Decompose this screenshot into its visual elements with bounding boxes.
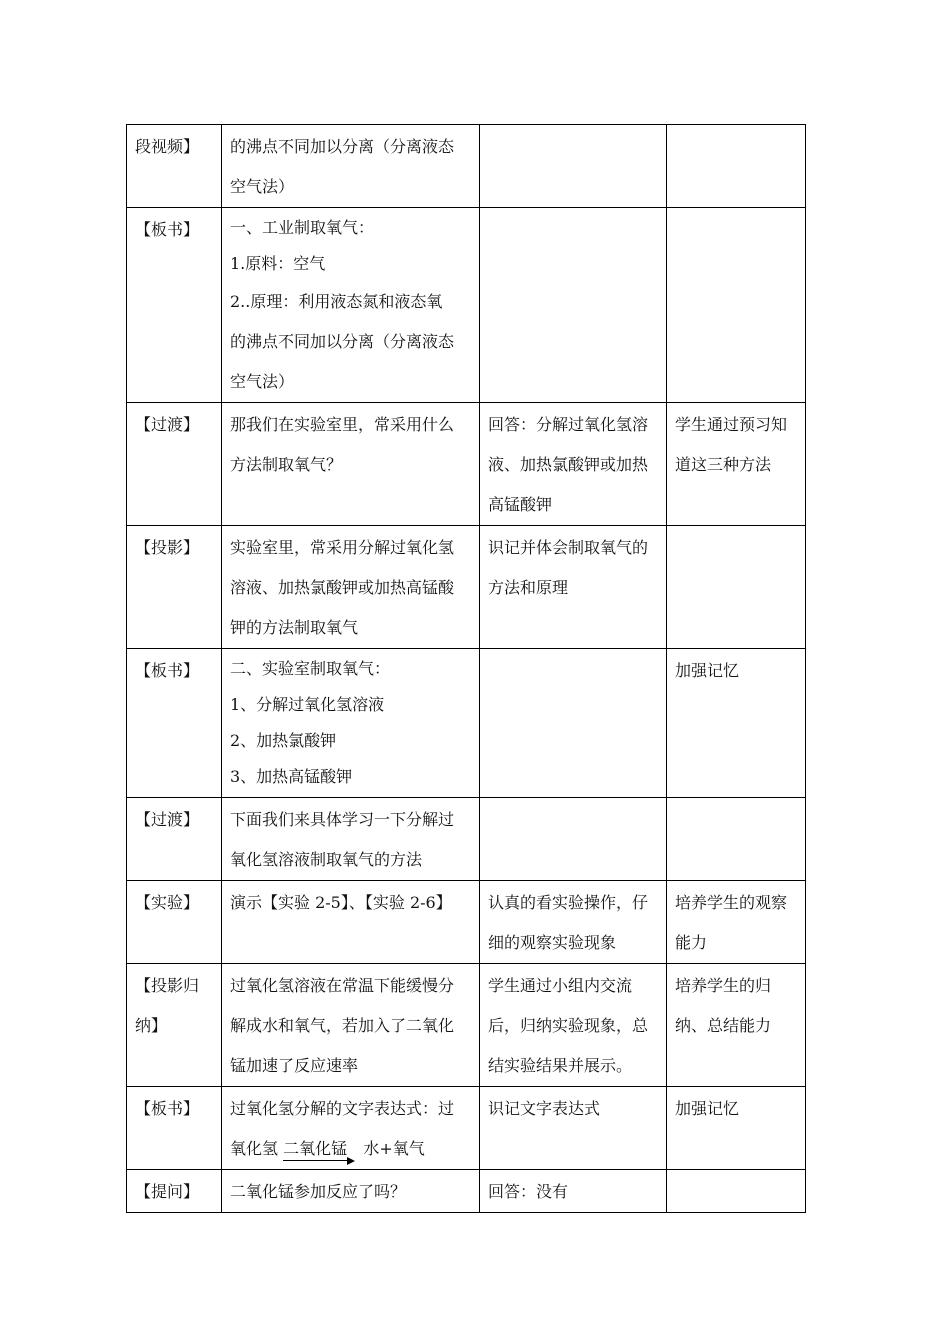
step-label: 【投影】 bbox=[135, 538, 200, 557]
teacher-text-line: 二、实验室制取氧气： bbox=[230, 659, 391, 678]
intent-text-line: 纳、总结能力 bbox=[675, 1016, 772, 1035]
table-row bbox=[127, 964, 806, 1087]
step-label: 段视频】 bbox=[135, 137, 200, 156]
teacher-text-line: 过氧化氢分解的文字表达式：过 bbox=[230, 1099, 455, 1118]
equation-reactant: 氧化氢 bbox=[230, 1139, 279, 1158]
step-label-cell bbox=[127, 964, 222, 1087]
design-intent-cell bbox=[667, 403, 806, 526]
arrow-line bbox=[283, 1160, 351, 1161]
student-text-line: 液、加热氯酸钾或加热 bbox=[488, 455, 649, 474]
student-activity-cell bbox=[480, 881, 667, 964]
teacher-activity-cell bbox=[222, 798, 480, 881]
student-activity-cell bbox=[480, 964, 667, 1087]
student-activity-cell bbox=[480, 649, 667, 798]
teacher-text-line: 空气法） bbox=[230, 177, 295, 196]
design-intent-cell bbox=[667, 964, 806, 1087]
teacher-text-line: 的沸点不同加以分离（分离液态 bbox=[230, 137, 455, 156]
step-label-cell bbox=[127, 1170, 222, 1213]
design-intent-cell bbox=[667, 1170, 806, 1213]
step-label-cell bbox=[127, 125, 222, 208]
table-row bbox=[127, 649, 806, 798]
student-activity-cell bbox=[480, 125, 667, 208]
student-text-line: 认真的看实验操作，仔 bbox=[488, 893, 649, 912]
intent-text-line: 加强记忆 bbox=[675, 661, 740, 680]
teacher-text-line: 一、工业制取氧气： bbox=[230, 218, 375, 237]
equation-products: 水+氧气 bbox=[363, 1139, 425, 1158]
intent-text-line: 能力 bbox=[675, 933, 708, 952]
step-label: 【过渡】 bbox=[135, 415, 200, 434]
step-label: 纳】 bbox=[135, 1016, 168, 1035]
student-activity-cell bbox=[480, 208, 667, 403]
step-label: 【板书】 bbox=[135, 1099, 200, 1118]
table-row bbox=[127, 208, 806, 403]
design-intent-cell bbox=[667, 125, 806, 208]
arrow-head-icon bbox=[347, 1157, 355, 1165]
step-label: 【提问】 bbox=[135, 1182, 200, 1201]
step-label-cell bbox=[127, 1087, 222, 1170]
student-activity-cell bbox=[480, 798, 667, 881]
step-label-cell bbox=[127, 881, 222, 964]
teacher-text-line: 溶液、加热氯酸钾或加热高锰酸 bbox=[230, 578, 455, 597]
step-label-cell bbox=[127, 526, 222, 649]
design-intent-cell bbox=[667, 798, 806, 881]
student-text-line: 后，归纳实验现象，总 bbox=[488, 1016, 649, 1035]
table-row bbox=[127, 125, 806, 208]
teacher-text-line: 下面我们来具体学习一下分解过 bbox=[230, 810, 455, 829]
teacher-text-line: 演示【实验 2-5】、【实验 2-6】 bbox=[230, 893, 452, 912]
table-row bbox=[127, 1087, 806, 1170]
step-label: 【板书】 bbox=[135, 661, 200, 680]
design-intent-cell bbox=[667, 208, 806, 403]
student-text-line: 回答：没有 bbox=[488, 1182, 569, 1201]
intent-text-line: 加强记忆 bbox=[675, 1099, 740, 1118]
step-label: 【过渡】 bbox=[135, 810, 200, 829]
teacher-text-line: 氧化氢溶液制取氧气的方法 bbox=[230, 850, 423, 869]
step-label-cell bbox=[127, 403, 222, 526]
teacher-text-line: 过氧化氢溶液在常温下能缓慢分 bbox=[230, 976, 455, 995]
teacher-text-line: 3、加热高锰酸钾 bbox=[230, 767, 353, 786]
student-text-line: 高锰酸钾 bbox=[488, 495, 553, 514]
table-row bbox=[127, 881, 806, 964]
student-activity-cell bbox=[480, 403, 667, 526]
intent-text-line: 学生通过预习知 bbox=[675, 415, 788, 434]
teacher-text-line: 钾的方法制取氧气 bbox=[230, 618, 359, 637]
teacher-text-line: 实验室里，常采用分解过氧化氢 bbox=[230, 538, 455, 557]
teacher-text-line: 的沸点不同加以分离（分离液态 bbox=[230, 332, 455, 351]
intent-text-line: 培养学生的归 bbox=[675, 976, 772, 995]
step-label-cell bbox=[127, 208, 222, 403]
design-intent-cell bbox=[667, 649, 806, 798]
teacher-text-line: 2、加热氯酸钾 bbox=[230, 731, 337, 750]
student-text-line: 结实验结果并展示。 bbox=[488, 1056, 633, 1075]
intent-text-line: 培养学生的观察 bbox=[675, 893, 788, 912]
teacher-activity-cell bbox=[222, 125, 480, 208]
teacher-activity-cell bbox=[222, 964, 480, 1087]
step-label: 【板书】 bbox=[135, 220, 200, 239]
design-intent-cell bbox=[667, 526, 806, 649]
student-text-line: 回答：分解过氧化氢溶 bbox=[488, 415, 649, 434]
table-row bbox=[127, 403, 806, 526]
teacher-text-line: 1、分解过氧化氢溶液 bbox=[230, 695, 385, 714]
teacher-text-line: 2..原理：利用液态氮和液态氧 bbox=[230, 292, 443, 311]
teacher-activity-cell bbox=[222, 881, 480, 964]
table-row bbox=[127, 798, 806, 881]
intent-text-line: 道这三种方法 bbox=[675, 455, 772, 474]
student-text-line: 识记并体会制取氧气的 bbox=[488, 538, 649, 557]
lesson-plan-table bbox=[126, 124, 806, 1213]
step-label-cell bbox=[127, 649, 222, 798]
teacher-activity-cell bbox=[222, 208, 480, 403]
word-equation bbox=[230, 1129, 471, 1169]
teacher-text-line: 那我们在实验室里，常采用什么 bbox=[230, 415, 455, 434]
table-row bbox=[127, 526, 806, 649]
student-activity-cell bbox=[480, 526, 667, 649]
student-activity-cell bbox=[480, 1087, 667, 1170]
teacher-text-line: 锰加速了反应速率 bbox=[230, 1056, 359, 1075]
teacher-text-line: 方法制取氧气？ bbox=[230, 455, 343, 474]
design-intent-cell bbox=[667, 1087, 806, 1170]
teacher-activity-cell bbox=[222, 526, 480, 649]
teacher-text-line: 1.原料：空气 bbox=[230, 254, 326, 273]
teacher-activity-cell bbox=[222, 1170, 480, 1213]
step-label: 【实验】 bbox=[135, 893, 200, 912]
teacher-activity-cell bbox=[222, 403, 480, 526]
student-text-line: 学生通过小组内交流 bbox=[488, 976, 633, 995]
step-label-cell bbox=[127, 798, 222, 881]
step-label: 【投影归 bbox=[135, 976, 200, 995]
table-row bbox=[127, 1170, 806, 1213]
student-text-line: 方法和原理 bbox=[488, 578, 569, 597]
student-text-line: 细的观察实验现象 bbox=[488, 933, 617, 952]
equation-catalyst: 二氧化锰 bbox=[283, 1139, 348, 1158]
design-intent-cell bbox=[667, 881, 806, 964]
teacher-text-line: 二氧化锰参加反应了吗？ bbox=[230, 1182, 407, 1201]
student-activity-cell bbox=[480, 1170, 667, 1213]
teacher-activity-cell bbox=[222, 1087, 480, 1170]
student-text-line: 识记文字表达式 bbox=[488, 1099, 601, 1118]
teacher-text-line: 解成水和氧气，若加入了二氧化 bbox=[230, 1016, 455, 1035]
teacher-activity-cell bbox=[222, 649, 480, 798]
teacher-text-line: 空气法） bbox=[230, 372, 295, 391]
reaction-arrow bbox=[283, 1129, 347, 1169]
